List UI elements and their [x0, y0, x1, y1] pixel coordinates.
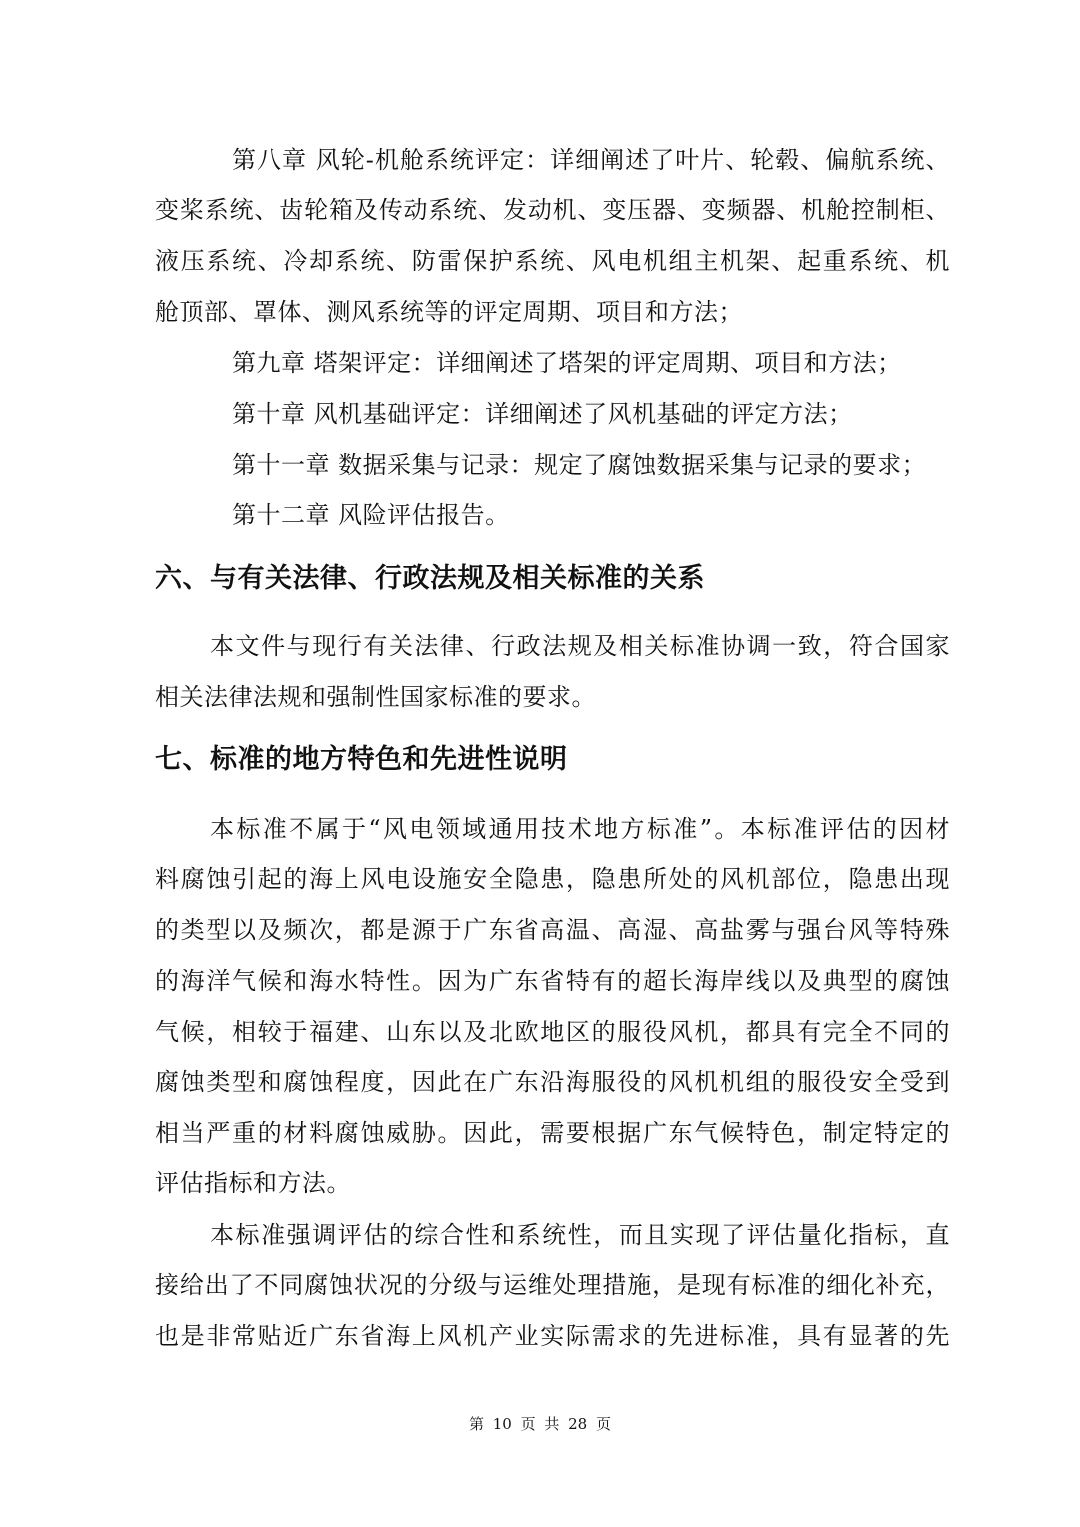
section-7-para1-line-8: 评估指标和方法。 [155, 1169, 351, 1197]
chapter-8-line-2: 变桨系统、齿轮箱及传动系统、发动机、变压器、变频器、机舱控制柜、 [155, 196, 950, 224]
section-7-para1-line-3: 的类型以及频次，都是源于广东省高温、高湿、高盐雾与强台风等特殊 [155, 916, 950, 944]
section-7-heading: 七、标准的地方特色和先进性说明 [155, 744, 568, 775]
section-7-para1-line-4: 的海洋气候和海水特性。因为广东省特有的超长海岸线以及典型的腐蚀 [155, 967, 950, 995]
page-number-footer: 第 10 页 共 28 页 [468, 1415, 611, 1433]
chapter-9-line: 第九章 塔架评定：详细阐述了塔架的评定周期、项目和方法； [232, 349, 902, 377]
chapter-8-line-4: 舱顶部、罩体、测风系统等的评定周期、项目和方法； [155, 298, 743, 326]
chapter-8-line-3: 液压系统、冷却系统、防雷保护系统、风电机组主机架、起重系统、机 [155, 247, 950, 275]
chapter-10-line: 第十章 风机基础评定：详细阐述了风机基础的评定方法； [232, 400, 853, 428]
section-6-heading: 六、与有关法律、行政法规及相关标准的关系 [155, 563, 705, 594]
section-7-para2-line-2: 接给出了不同腐蚀状况的分级与运维处理措施，是现有标准的细化补充， [155, 1271, 950, 1299]
section-7-para1-line-7: 相当严重的材料腐蚀威胁。因此，需要根据广东气候特色，制定特定的 [155, 1119, 950, 1147]
chapter-12-line: 第十二章 风险评估报告。 [232, 501, 510, 529]
section-7-para1-line-6: 腐蚀类型和腐蚀程度，因此在广东沿海服役的风机机组的服役安全受到 [155, 1068, 950, 1096]
chapter-11-line: 第十一章 数据采集与记录：规定了腐蚀数据采集与记录的要求； [232, 451, 927, 479]
section-7-para1-line-1: 本标准不属于“风电领域通用技术地方标准”。本标准评估的因材 [210, 815, 950, 843]
chapter-8-line-1: 第八章 风轮-机舱系统评定：详细阐述了叶片、轮毂、偏航系统、 [232, 146, 950, 174]
section-7-para2-line-1: 本标准强调评估的综合性和系统性，而且实现了评估量化指标，直 [210, 1221, 950, 1249]
section-6-para-line-1: 本文件与现行有关法律、行政法规及相关标准协调一致，符合国家 [210, 632, 950, 660]
section-6-para-line-2: 相关法律法规和强制性国家标准的要求。 [155, 683, 596, 711]
section-7-para2-line-3: 也是非常贴近广东省海上风机产业实际需求的先进标准，具有显著的先 [155, 1322, 950, 1350]
section-7-para1-line-2: 料腐蚀引起的海上风电设施安全隐患，隐患所处的风机部位，隐患出现 [155, 865, 950, 893]
section-7-para1-line-5: 气候，相较于福建、山东以及北欧地区的服役风机，都具有完全不同的 [155, 1018, 950, 1046]
